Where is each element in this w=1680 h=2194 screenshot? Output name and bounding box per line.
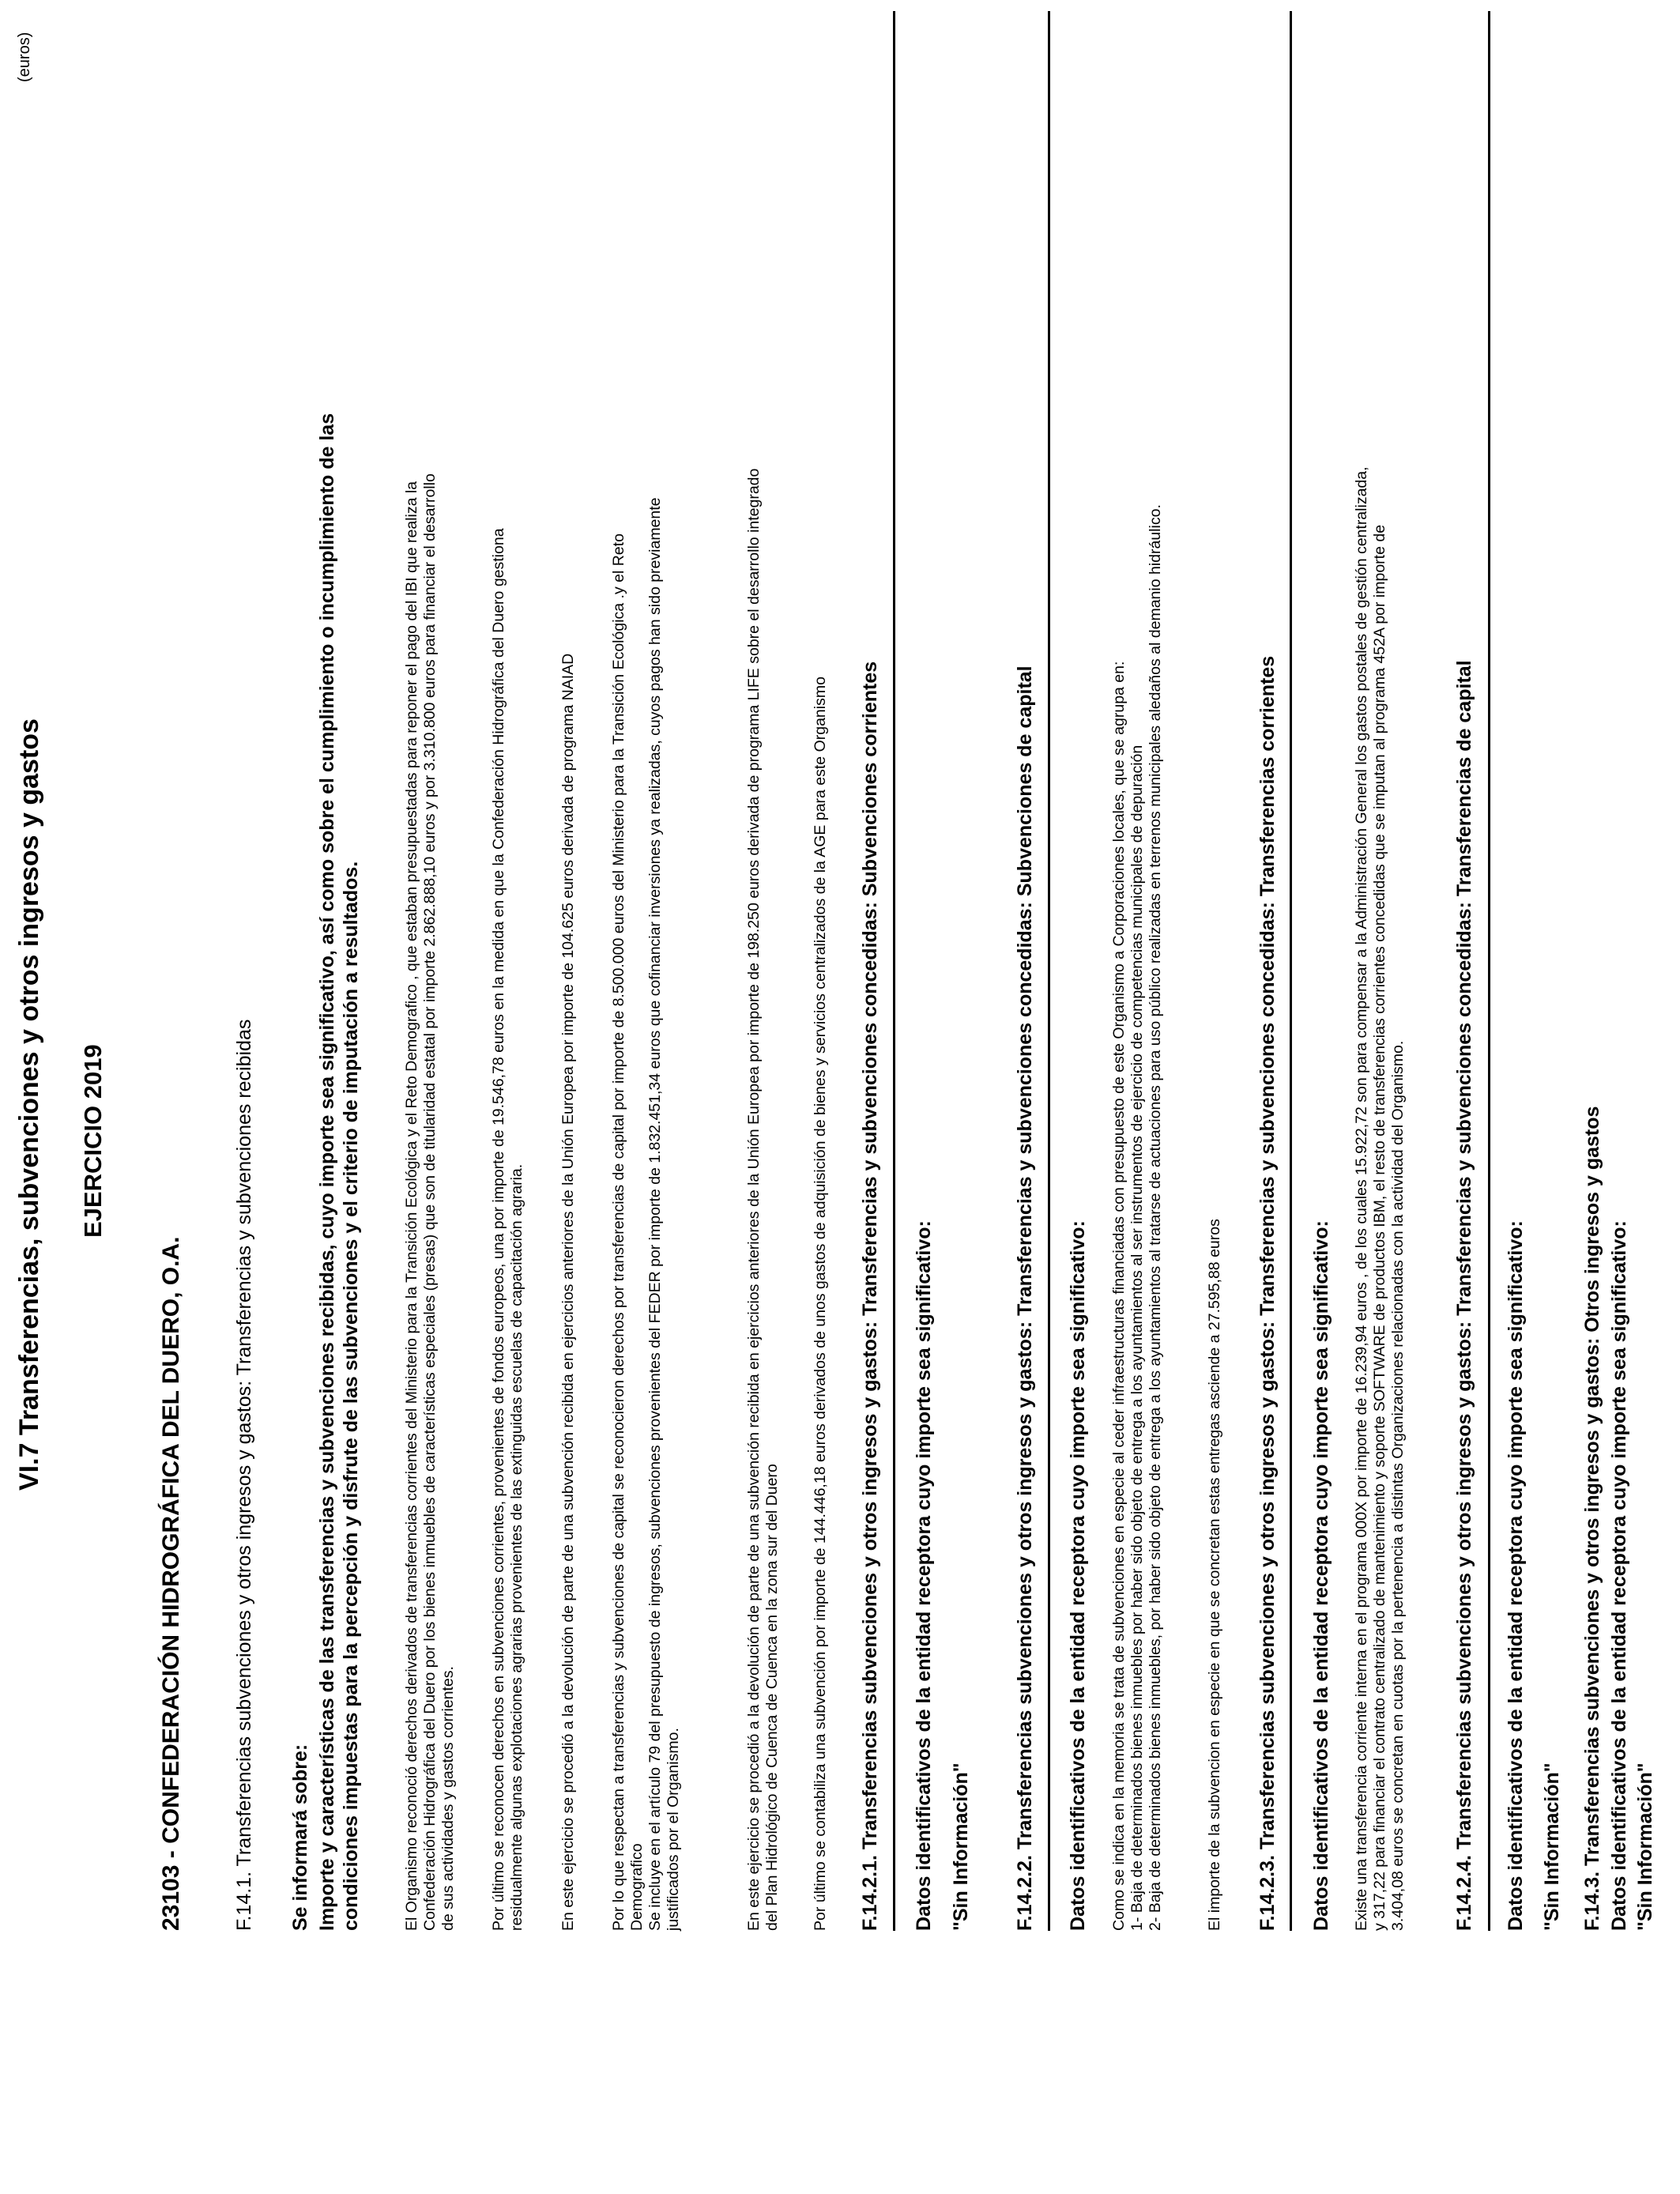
f143-datos-label: Datos identificativos de la entidad receptora cuyo importe sea significativo: xyxy=(1608,1220,1630,1931)
f1421-value: "Sin Información" xyxy=(950,1762,972,1931)
f1421-heading: F.14.2.1. Transferencias subvenciones y otros ingresos y gastos: Transferencias y subvenciones concedidas: Subvenciones corrientes xyxy=(859,661,881,1931)
f141-paragraph-1 xyxy=(403,473,458,1931)
f1423-paragraph-1 xyxy=(1353,466,1407,1931)
text-line: En este ejercicio se procedió a la devolución de parte de una subvención recibida en ejercicios anteriores de la Unión Europea por importe de 198.250 euros derivada de programa LIFE sobre el desarrollo integrado xyxy=(745,468,763,1931)
text-line: En este ejercicio se procedió a la devolución de parte de una subvención recibida en ejercicios anteriores de la Unión Europea por importe de 104.625 euros derivada de programa NAIAD xyxy=(559,653,577,1931)
f1422-heading: F.14.2.2. Transferencias subvenciones y otros ingresos y gastos: Transferencias y subvenciones concedidas: Subvenciones de capital xyxy=(1014,665,1036,1931)
f141-inform-line-2: condiciones impuestas para la percepción y disfrute de las subvenciones y el criterio de imputación a resultados. xyxy=(340,861,362,1931)
text-line: El Organismo reconoció derechos derivados de transferencias corrientes del Ministerio para la Transición Ecológica y el Reto Demografico , que estaban presupuestadas para reponer el pago del IBI que realiza la xyxy=(403,481,420,1931)
text-line: Como se indica en la memoria se trata de subvenciones en especie al ceder infraestructuras financiadas con presupuesto de este Organismo a Corporaciones locales, que se agrupa en: xyxy=(1110,661,1128,1931)
f1423-datos-label: Datos identificativos de la entidad receptora cuyo importe sea significativo: xyxy=(1310,1220,1332,1931)
section-divider xyxy=(893,11,895,1931)
text-line: Confederación Hidrográfica del Duero por los bienes inmuebles de características especiales (presas) que son de titularidad estatal por importe 2.862.888,10 euros y por 3.310.800 euros para financiar el desarrollo xyxy=(421,473,439,1931)
f1421-datos-label: Datos identificativos de la entidad receptora cuyo importe sea significativo: xyxy=(913,1220,935,1931)
text-line: Demografico xyxy=(628,1843,646,1931)
f141-paragraph-4 xyxy=(610,497,683,1931)
text-line: 2- Baja de determinados bienes inmuebles, por haber sido objeto de entrega a los ayuntamientos al tratarse de actuaciones para uso público realizadas en terrenos municipales aledaños al demanio hidráulico. xyxy=(1147,504,1164,1931)
section-divider xyxy=(1290,11,1292,1931)
text-line: residualmente algunas explotaciones agrarias provenientes de las extinguidas escuelas de capacitación agraria. xyxy=(508,1163,525,1931)
f143-value: "Sin Información" xyxy=(1634,1762,1656,1931)
text-line: y 317,22 para financiar el contrato centralizado de mantenimiento y soporte SOFTWARE de productos IBM, el resto de transferencias corrientes concedidas que se imputan al programa 452A por importe de xyxy=(1371,524,1388,1931)
f1424-heading: F.14.2.4. Transferencias subvenciones y otros ingresos y gastos: Transferencias y subvenciones concedidas: Transferencias de capital xyxy=(1453,660,1475,1931)
text-line: Se incluye en el artículo 79 del presupuesto de ingresos, subvenciones provenientes del FEDER por importe de 1.832.451,34 euros que cofinanciar inversiones ya realizadas, cuyos pagos han sido previamente xyxy=(646,497,664,1931)
text-line: justificados por el Organismo. xyxy=(665,1728,682,1931)
text-line: Por lo que respectan a transferencias y subvenciones de capital se reconocieron derechos por transferencias de capital por importe de 8.500.000 euros del Ministerio para la Transición Ecológica .y el Reto xyxy=(610,533,627,1931)
f1424-value: "Sin Información" xyxy=(1541,1762,1563,1931)
f141-paragraph-2 xyxy=(490,528,526,1931)
exercise-subtitle: EJERCICIO 2019 xyxy=(79,1044,107,1238)
entity-name: 23103 - CONFEDERACIÓN HIDROGRÁFICA DEL DUERO, O.A. xyxy=(158,1236,184,1931)
text-line: 3.404,08 euros se concretan en cuotas por la pertenencia a distintas Organizaciones relacionadas con la actividad del Organismo. xyxy=(1389,1040,1407,1931)
f141-paragraph-6 xyxy=(812,677,830,1931)
f1422-datos-label: Datos identificativos de la entidad receptora cuyo importe sea significativo: xyxy=(1067,1220,1089,1931)
text-line: Por último se reconocen derechos en subvenciones corrientes, provenientes de fondos europeos, una por importe de 19.546,78 euros en la medida en que la Confederación Hidrográfica del Duero gestiona xyxy=(490,528,507,1931)
text-line: Existe una transferencia corriente interna en el programa 000X por importe de 16.239,94 euros , de los cuales 15.922,72 son para compensar a la Administración General los gastos postales de gestión centralizada, xyxy=(1353,466,1370,1931)
f1423-heading: F.14.2.3. Transferencias subvenciones y otros ingresos y gastos: Transferencias y subvenciones concedidas: Transferencias corrientes xyxy=(1256,655,1279,1931)
f1424-datos-label: Datos identificativos de la entidad receptora cuyo importe sea significativo: xyxy=(1505,1220,1527,1931)
f141-heading: F.14.1. Transferencias subvenciones y otros ingresos y gastos: Transferencias y subvenciones recibidas xyxy=(233,1019,255,1931)
f1422-paragraph-1 xyxy=(1110,504,1165,1931)
text-line: de sus actividades y gastos corrientes. xyxy=(439,1666,457,1931)
f141-inform-label: Se informará sobre: xyxy=(289,1744,311,1931)
section-divider xyxy=(1488,11,1490,1931)
section-divider xyxy=(1048,11,1050,1931)
page-title: VI.7 Transferencias, subvenciones y otros ingresos y gastos xyxy=(14,718,44,1491)
f141-paragraph-5 xyxy=(745,469,782,1931)
f143-heading: F.14.3. Transferencias subvenciones y otros ingresos y gastos: Otros ingresos y gastos xyxy=(1581,1106,1603,1931)
f141-inform-line-1: Importe y características de las transferencias y subvenciones recibidas, cuyo importe sea significativo, así como sobre el cumplimiento o incumplimiento de las xyxy=(316,413,338,1931)
f141-paragraph-3 xyxy=(559,654,578,1931)
text-line: Por último se contabiliza una subvención por importe de 144.446,18 euros derivados de unos gastos de adquisición de bienes y servicios centralizados de la AGE para este Organismo xyxy=(812,677,829,1931)
text-line: 1- Baja de determinados bienes inmuebles por haber sido objeto de entrega a los ayuntamientos al ser instrumentos de ejercicio de competencias municipales de depuración xyxy=(1128,745,1146,1931)
units-label: (euros) xyxy=(16,32,33,82)
f1422-paragraph-2 xyxy=(1206,1219,1224,1931)
text-line: El importe de la subvencion en especie en que se concretan estas entregas asciende a 27.595,88 euros xyxy=(1206,1219,1223,1931)
text-line: del Plan Hidrológico de Cuenca de Cuenca en la zona sur del Duero xyxy=(763,1464,781,1931)
